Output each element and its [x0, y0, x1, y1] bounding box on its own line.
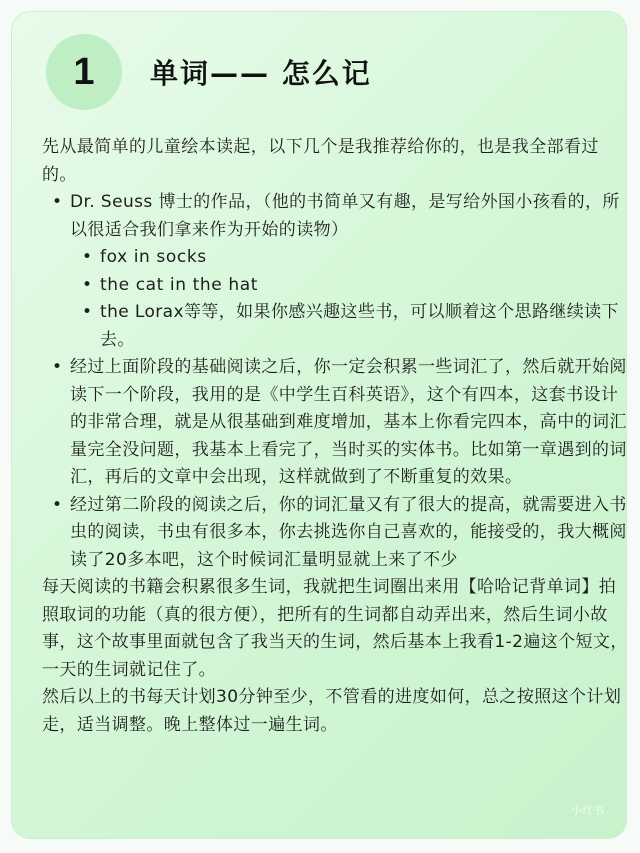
list-item-text: Dr. Seuss 博士的作品，（他的书简单又有趣，是写给外国小孩看的，所以很适合我们拿来作为开始的读物）: [70, 192, 620, 240]
section-number-badge: [46, 34, 122, 110]
book-sublist: [70, 244, 628, 354]
note-card: [12, 12, 626, 838]
list-item-text: 经过第二阶段的阅读之后，你的词汇量又有了很大的提高，就需要进入书虫的阅读，书虫有很多本，你去挑选你自己喜欢的，能接受的，我大概阅读了20多本吧，这个时候词汇量明显就上来了不少: [70, 494, 627, 570]
list-item: [42, 492, 628, 575]
section-number: 1: [73, 50, 95, 93]
daily-reading-paragraph: 每天阅读的书籍会积累很多生词，我就把生词圈出来用【哈哈记背单词】拍照取词的功能（真的很方便），把所有的生词都自动弄出来，然后生词小故事，这个故事里面就包含了我当天的生词，然后基本上我看1-2遍这个短文，一天的生词就记住了。: [42, 577, 628, 680]
list-item-text: 经过上面阶段的基础阅读之后，你一定会积累一些词汇了，然后就开始阅读下一个阶段，我用的是《中学生百科英语》，这个有四本，这套书设计的非常合理，就是从很基础到难度增加，基本上你看完四本，高中的词汇量完全没问题，我基本上看完了，当时买的实体书。比如第一章遇到的词汇，再后的文章中会出现，这样就做到了不断重复的效果。: [70, 357, 627, 487]
section-title: 单词—— 怎么记: [150, 57, 372, 90]
sublist-item: • fox in socks: [42, 244, 628, 272]
list-item: [42, 354, 628, 492]
sublist-item: • the Lorax等等，如果你感兴趣这些书，可以顺着这个思路继续读下去。: [42, 299, 628, 354]
method-list: [42, 189, 628, 574]
article-body: [42, 134, 628, 739]
plan-paragraph: 然后以上的书每天计划30分钟至少，不管看的进度如何，总之按照这个计划走，适当调整。晚上整体过一遍生词。: [42, 687, 622, 735]
intro-paragraph: 先从最简单的儿童绘本读起，以下几个是我推荐给你的，也是我全部看过的。: [42, 137, 599, 185]
watermark-logo: 小红书: [571, 804, 604, 817]
list-item: [42, 189, 628, 354]
sublist-item: • the cat in the hat: [42, 272, 628, 300]
